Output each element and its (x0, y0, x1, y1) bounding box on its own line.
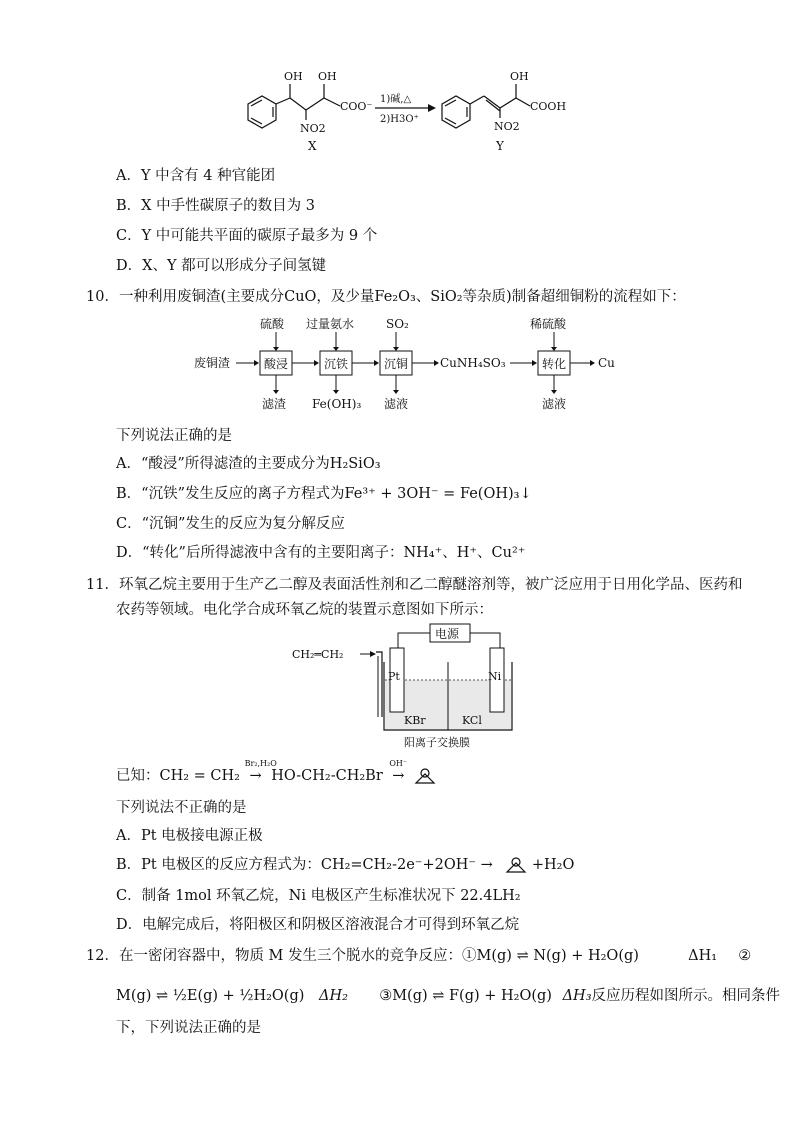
q10-option-d: D．“转化”后所得滤液中含有的主要阳离子：NH₄⁺、H⁺、Cu²⁺ (116, 545, 526, 561)
q11-option-b-row: B．Pt 电极区的反应方程式为：CH₂=CH₂-2e⁻+2OH⁻ → +H₂O (116, 857, 575, 873)
flow-input-1: 硫酸 (260, 317, 285, 331)
x-label: X (308, 139, 317, 153)
x-no2: NO2 (300, 122, 326, 135)
q12-line3: 下，下列说法正确的是 (116, 1020, 261, 1036)
x-oh-2: OH (318, 70, 337, 83)
flow-input-3: SO₂ (386, 317, 409, 331)
gas-label: CH₂═CH₂ (292, 648, 344, 661)
q12-line1 (86, 946, 751, 966)
q12-tail: 反应历程如图所示。相同条件 (591, 988, 781, 1004)
flow-output-4: 滤液 (542, 397, 567, 411)
flow-box-1-label: 酸浸 (264, 357, 289, 371)
q9-reaction-scheme (230, 62, 570, 158)
q12-dh1: ΔH₁ (688, 948, 718, 964)
kcl-label: KCl (462, 714, 482, 727)
flow-output-2: Fe(OH)₃ (312, 397, 362, 411)
flow-input-4: 稀硫酸 (530, 317, 567, 331)
pt-label: Pt (388, 670, 400, 683)
q12-eq2: M(g) ⇌ ½E(g) + ½H₂O(g) (116, 988, 305, 1004)
q10-option-c: C．“沉铜”发生的反应为复分解反应 (116, 516, 345, 532)
flow-box-3-label: 沉铜 (384, 357, 409, 371)
q11-stem-line1: 11．环氧乙烷主要用于生产乙二醇及表面活性剂和乙二醇醚溶剂等，被广泛应用于日用化学品、医药和 (86, 577, 743, 593)
q12-stem-prefix: 12．在一密闭容器中，物质 M 发生三个脱水的竞争反应：① (86, 948, 477, 964)
known-condition-1: Br₂,H₂O (244, 759, 277, 768)
q11-known: 已知：CH₂ = CH₂ Br₂,H₂O → HO-CH₂-CH₂Br OH⁻ → (116, 764, 436, 785)
known-prefix: 已知：CH₂ = CH₂ (116, 768, 240, 784)
q9-option-a: A．Y 中含有 4 种官能团 (116, 168, 276, 184)
reaction-arrowhead (428, 104, 436, 112)
q12-eq3: M(g) ⇌ F(g) + H₂O(g) (392, 988, 552, 1004)
flow-box-2-label: 沉铁 (324, 357, 349, 371)
q9-option-b: B．X 中手性碳原子的数目为 3 (116, 198, 315, 214)
x-oh-1: OH (284, 70, 303, 83)
membrane-label: 阳离子交换膜 (404, 736, 470, 749)
flow-input-2: 过量氨水 (306, 317, 355, 331)
y-oh: OH (510, 70, 529, 83)
flow-output-1: 滤渣 (262, 397, 287, 411)
power-label: 电源 (435, 627, 460, 641)
q10-flowchart (190, 314, 630, 414)
ni-label: Ni (488, 670, 502, 683)
q10-prompt: 下列说法正确的是 (116, 428, 232, 444)
step1-condition: 1)碱,△ (380, 94, 412, 105)
flow-output-3: 滤液 (384, 397, 409, 411)
q11-option-a: A．Pt 电极接电源正极 (116, 828, 263, 844)
known-condition-2: OH⁻ (389, 759, 408, 768)
q12-mark3: ③ (379, 988, 393, 1004)
q10-option-a: A．“酸浸”所得滤渣的主要成分为H₂SiO₃ (116, 456, 381, 472)
q12-dh3: ΔH₃ (562, 988, 592, 1004)
epoxide-icon (505, 856, 527, 874)
q12-line2 (116, 986, 780, 1006)
y-no2: NO2 (494, 120, 520, 133)
q12-dh2: ΔH₂ (319, 988, 348, 1004)
flow-box-4-label: 转化 (542, 357, 567, 371)
known-intermediate: HO-CH₂-CH₂Br (271, 768, 383, 784)
q9-option-d: D．X、Y 都可以形成分子间氢键 (116, 258, 327, 274)
kbr-label: KBr (404, 714, 426, 727)
step2-condition: 2)H3O⁺ (380, 114, 419, 125)
q9-option-c: C．Y 中可能共平面的碳原子最多为 9 个 (116, 228, 378, 244)
q10-stem: 10．一种利用废铜渣(主要成分CuO，及少量Fe₂O₃、SiO₂等杂质)制备超细铜粉的流程如下： (86, 289, 686, 305)
q11-option-b-tail: +H₂O (531, 857, 575, 873)
y-cooh: COOH (530, 100, 567, 113)
y-label: Y (496, 139, 504, 153)
benzene-ring-x (248, 84, 340, 128)
epoxide-icon (414, 767, 436, 785)
q11-stem-line2: 农药等领域。电化学合成环氧乙烷的装置示意图如下所示： (116, 602, 493, 618)
flow-start: 废铜渣 (194, 356, 231, 370)
flow-intermediate: CuNH₄SO₃ (440, 356, 506, 370)
q12-eq1: M(g) ⇌ N(g) + H₂O(g) (476, 948, 639, 964)
q10-option-b: B．“沉铁”发生反应的离子方程式为Fe³⁺ + 3OH⁻ = Fe(OH)₃↓ (116, 486, 532, 502)
q12-mark2: ② (738, 948, 752, 964)
q11-option-c: C．制备 1mol 环氧乙烷，Ni 电极区产生标准状况下 22.4LH₂ (116, 888, 521, 904)
q11-prompt: 下列说法不正确的是 (116, 800, 247, 816)
x-coo: COO⁻ (340, 100, 373, 113)
q11-option-d: D．电解完成后，将阳极区和阴极区溶液混合才可得到环氧乙烷 (116, 917, 520, 933)
q11-option-b: B．Pt 电极区的反应方程式为：CH₂=CH₂-2e⁻+2OH⁻ (116, 857, 477, 873)
flow-product: Cu (598, 356, 615, 370)
q11-electrolysis-apparatus (288, 622, 528, 752)
